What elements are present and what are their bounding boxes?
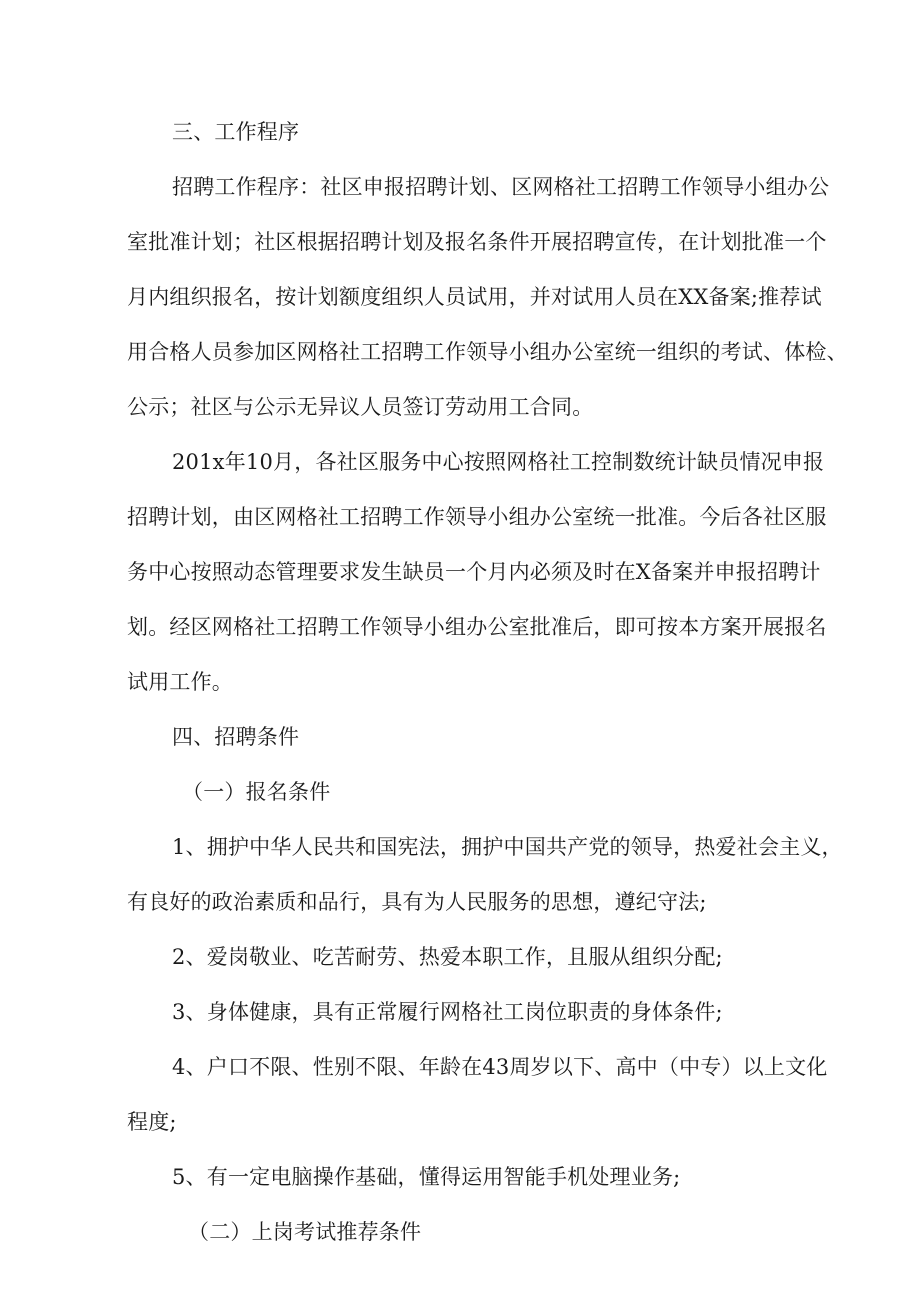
list-item-continuation: 有良好的政治素质和品行，具有为人民服务的思想，遵纪守法; xyxy=(127,890,707,914)
list-item-continuation: 程度; xyxy=(127,1110,177,1134)
list-item: 3、身体健康，具有正常履行网格社工岗位职责的身体条件; xyxy=(172,1000,723,1024)
section-heading-work-procedure: 三、工作程序 xyxy=(172,120,300,144)
list-item: 4、户口不限、性别不限、年龄在43周岁以下、高中（中专）以上文化 xyxy=(172,1055,828,1079)
list-item: 1、拥护中华人民共和国宪法，拥护中国共产党的领导，热爱社会主义， xyxy=(172,835,843,859)
paragraph-line: 招聘工作程序：社区申报招聘计划、区网格社工招聘工作领导小组办公 xyxy=(172,175,830,199)
paragraph-line: 划。经区网格社工招聘工作领导小组办公室批准后，即可按本方案开展报名 xyxy=(127,615,827,639)
list-item: 5、有一定电脑操作基础，懂得运用智能手机处理业务; xyxy=(172,1165,681,1189)
subsection-heading-registration-conditions: （一）报名条件 xyxy=(182,780,331,804)
paragraph-line: 月内组织报名，按计划额度组织人员试用，并对试用人员在XX备案;推荐试 xyxy=(127,285,822,309)
paragraph-line: 试用工作。 xyxy=(127,670,233,694)
list-item: 2、爱岗敬业、吃苦耐劳、热爱本职工作，且服从组织分配; xyxy=(172,945,723,969)
paragraph-line: 用合格人员参加区网格社工招聘工作领导小组办公室统一组织的考试、体检、 xyxy=(127,340,848,364)
paragraph-line: 务中心按照动态管理要求发生缺员一个月内必须及时在X备案并申报招聘计 xyxy=(127,560,821,584)
subsection-heading-exam-recommendation-conditions: （二）上岗考试推荐条件 xyxy=(188,1220,422,1244)
section-heading-recruitment-conditions: 四、招聘条件 xyxy=(172,725,300,749)
paragraph-line: 室批准计划；社区根据招聘计划及报名条件开展招聘宣传，在计划批准一个 xyxy=(127,230,827,254)
paragraph-line: 201x年10月，各社区服务中心按照网格社工控制数统计缺员情况申报 xyxy=(172,450,825,474)
paragraph-line: 公示；社区与公示无异议人员签订劳动用工合同。 xyxy=(127,395,594,419)
paragraph-line: 招聘计划，由区网格社工招聘工作领导小组办公室统一批准。今后各社区服 xyxy=(127,505,827,529)
